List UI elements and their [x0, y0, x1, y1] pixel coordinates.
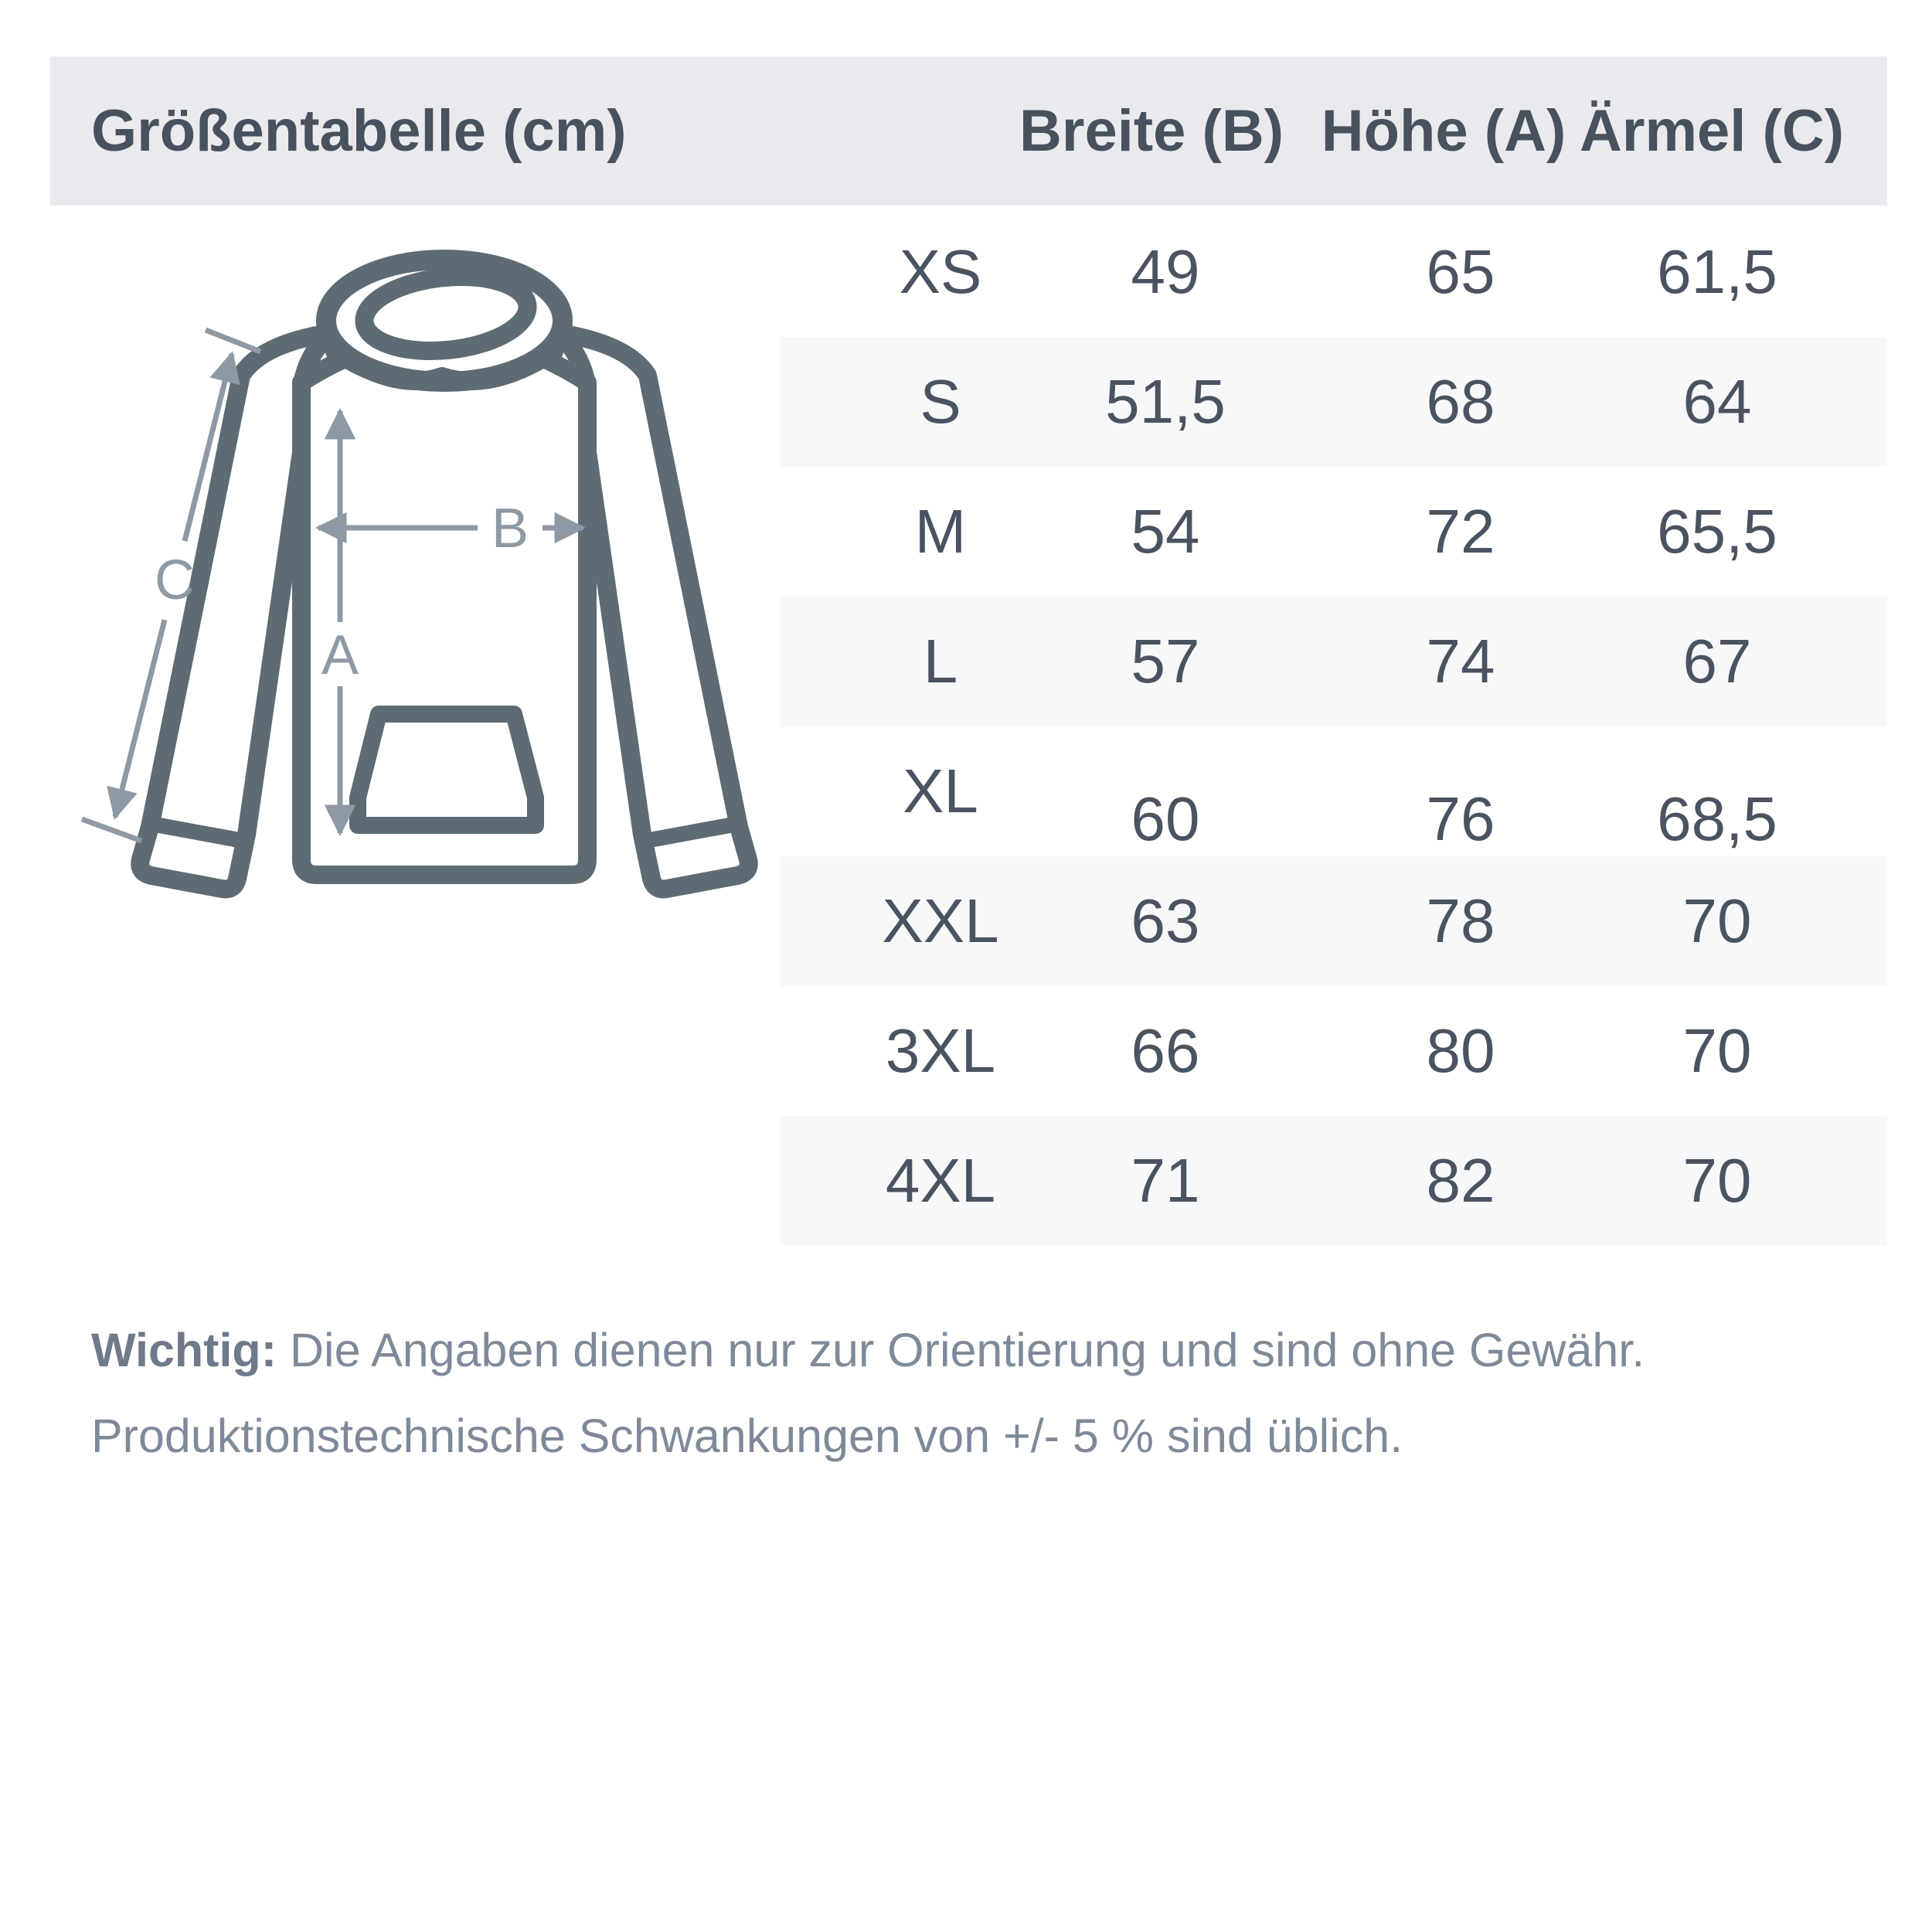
- hoehe-cell: 72: [1426, 497, 1495, 566]
- size-cell: L: [923, 627, 958, 696]
- size-cell: XXL: [882, 886, 999, 955]
- table-row: [781, 726, 1887, 856]
- column-header-hoehe: Höhe (A): [1321, 98, 1566, 164]
- c-extension-tick-top: [206, 330, 260, 352]
- breite-cell: 54: [1131, 497, 1200, 566]
- breite-cell: 60: [1131, 784, 1200, 853]
- size-cell: 4XL: [885, 1146, 996, 1215]
- breite-cell: 49: [1131, 237, 1200, 306]
- aermel-cell: 67: [1682, 627, 1752, 696]
- size-cell: M: [914, 497, 967, 566]
- hoehe-cell: 82: [1426, 1146, 1495, 1215]
- footer-bold: Wichtig:: [91, 1324, 277, 1376]
- table-row: [781, 207, 1887, 337]
- aermel-cell: 61,5: [1657, 237, 1777, 306]
- aermel-cell: 64: [1682, 367, 1752, 436]
- hoehe-cell: 65: [1426, 237, 1495, 306]
- hoodie-measurement-diagram: [46, 216, 781, 912]
- dimension-label-a: A: [321, 624, 359, 686]
- aermel-cell: 70: [1682, 886, 1752, 955]
- aermel-cell: 68,5: [1657, 784, 1777, 853]
- table-row: [781, 597, 1887, 726]
- footer-note: [91, 1308, 1869, 1479]
- aermel-cell: 70: [1682, 1146, 1752, 1215]
- breite-cell: 51,5: [1105, 367, 1226, 436]
- footer-line-2: Produktionstechnische Schwankungen von +/- 5 % sind üblich.: [91, 1410, 1403, 1462]
- footer-text-1: Die Angaben dienen nur zur Orientierung und sind ohne Gewähr.: [277, 1324, 1645, 1376]
- hoehe-cell: 76: [1426, 784, 1495, 853]
- breite-cell: 66: [1131, 1016, 1200, 1085]
- table-row: [781, 986, 1887, 1116]
- breite-cell: 71: [1131, 1146, 1200, 1215]
- aermel-cell: 70: [1682, 1016, 1752, 1085]
- dimension-label-c: C: [155, 549, 195, 611]
- aermel-cell: 65,5: [1657, 497, 1777, 566]
- table-row: [781, 1116, 1887, 1246]
- size-cell: S: [920, 367, 961, 436]
- table-row: [781, 337, 1887, 467]
- size-cell: XL: [903, 757, 978, 825]
- size-cell: 3XL: [885, 1016, 996, 1085]
- column-header-breite: Breite (B): [1019, 98, 1284, 164]
- breite-cell: 57: [1131, 627, 1200, 696]
- page-title: Größentabelle (cm): [91, 98, 627, 164]
- hoehe-cell: 78: [1426, 886, 1495, 955]
- table-row: [781, 467, 1887, 597]
- kangaroo-pocket: [358, 714, 536, 825]
- table-row: [781, 856, 1887, 986]
- hoehe-cell: 80: [1426, 1016, 1495, 1085]
- c-extension-tick-bottom: [82, 819, 141, 841]
- hoehe-cell: 74: [1426, 627, 1495, 696]
- hoehe-cell: 68: [1426, 367, 1495, 436]
- footer-line-1: [91, 1308, 1869, 1393]
- size-table: [781, 207, 1887, 1246]
- size-chart-header: [50, 56, 1887, 206]
- size-cell: XS: [899, 237, 982, 306]
- column-header-aermel: Ärmel (C): [1579, 98, 1845, 164]
- dimension-label-b: B: [491, 498, 529, 560]
- breite-cell: 63: [1131, 886, 1200, 955]
